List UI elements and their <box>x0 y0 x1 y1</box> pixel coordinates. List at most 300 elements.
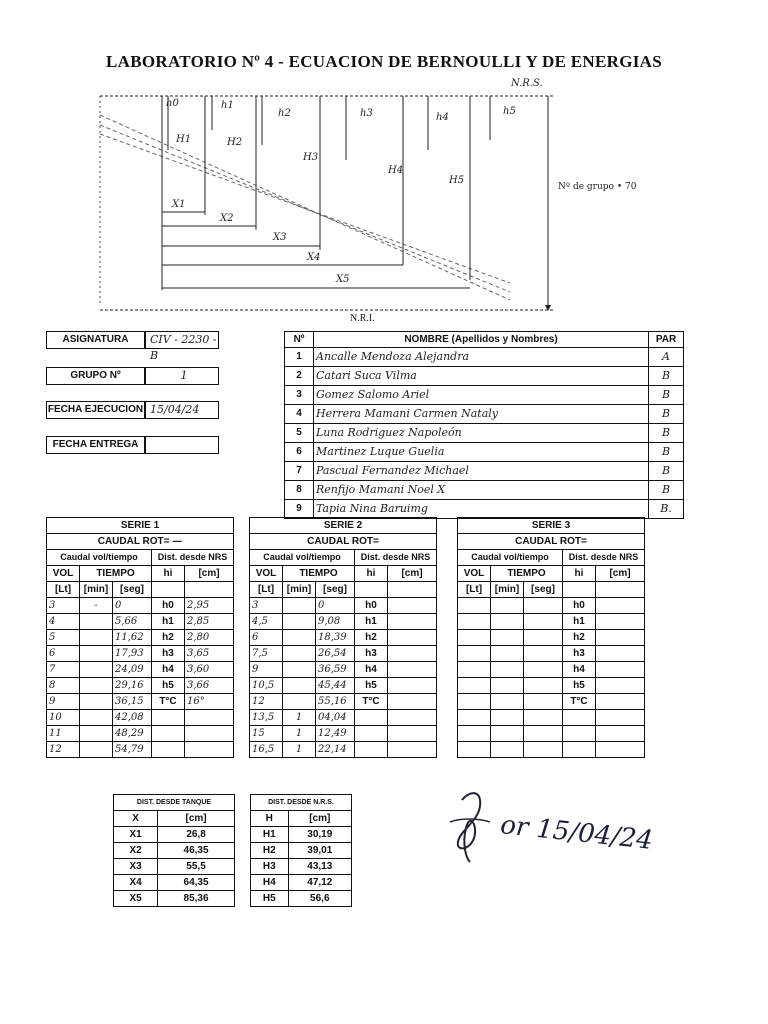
vol-cell[interactable]: 7 <box>47 662 80 678</box>
h-cell: h4 <box>152 662 185 678</box>
min-cell[interactable] <box>491 742 524 758</box>
h-cell <box>152 710 185 726</box>
dist-value: 47,12 <box>288 875 351 891</box>
name-row-par[interactable]: B <box>649 386 684 405</box>
h-cell <box>355 726 388 742</box>
name-row-par[interactable]: B <box>649 462 684 481</box>
diagram-X2: X2 <box>220 213 234 224</box>
table-row <box>250 742 437 758</box>
vol-cell[interactable]: 10,5 <box>250 678 283 694</box>
cm-cell[interactable] <box>388 662 437 678</box>
seg-cell[interactable]: 22,14 <box>316 742 355 758</box>
min-cell[interactable] <box>491 694 524 710</box>
h-cell: h0 <box>355 598 388 614</box>
vol-header: VOL <box>47 566 80 582</box>
name-row-number: 9 <box>285 500 314 519</box>
min-cell[interactable] <box>80 710 113 726</box>
cm-header: [cm] <box>388 566 437 582</box>
series-caudal-label: CAUDAL ROT= <box>97 536 170 547</box>
series-table-1 <box>46 517 234 758</box>
dist-header: Dist. desde NRS <box>563 550 645 566</box>
diagram-X3: X3 <box>273 232 287 243</box>
vol-cell[interactable]: 5 <box>47 630 80 646</box>
min-cell[interactable] <box>491 598 524 614</box>
table-row <box>47 710 234 726</box>
vol-cell[interactable]: 15 <box>250 726 283 742</box>
seg-unit: [seg] <box>524 582 563 598</box>
min-cell[interactable] <box>80 646 113 662</box>
h-cell: h3 <box>563 646 596 662</box>
dist-tanque-col1: X <box>114 811 158 827</box>
cm-cell[interactable] <box>596 678 645 694</box>
table-row <box>47 694 234 710</box>
min-cell[interactable] <box>283 694 316 710</box>
asignatura-value[interactable]: CIV - 2230 - B <box>145 331 219 349</box>
min-cell[interactable] <box>283 630 316 646</box>
seg-cell[interactable] <box>524 598 563 614</box>
min-cell[interactable] <box>491 646 524 662</box>
tiempo-header: TIEMPO <box>80 566 152 582</box>
table-row <box>458 694 645 710</box>
h-cell: h3 <box>152 646 185 662</box>
min-cell[interactable] <box>80 726 113 742</box>
diagram-h4: h4 <box>436 112 449 123</box>
diagram-h3: h3 <box>360 108 373 119</box>
dist-key: H2 <box>251 843 289 859</box>
h-cell: h5 <box>355 678 388 694</box>
h-cell <box>355 742 388 758</box>
table-row <box>47 614 234 630</box>
cm-cell[interactable] <box>596 630 645 646</box>
dist-key: H3 <box>251 859 289 875</box>
seg-cell[interactable]: 11,62 <box>113 630 152 646</box>
table-row <box>114 859 235 875</box>
grupo-label: GRUPO Nº <box>46 367 145 385</box>
table-row <box>285 405 684 424</box>
seg-cell[interactable] <box>524 742 563 758</box>
min-cell[interactable] <box>491 614 524 630</box>
h-cell <box>563 710 596 726</box>
vol-cell[interactable]: 9 <box>47 694 80 710</box>
min-cell[interactable] <box>491 662 524 678</box>
dist-nrs-title: DIST. DESDE N.R.S. <box>251 795 352 811</box>
table-row <box>47 646 234 662</box>
diagram-h5: h5 <box>503 106 516 117</box>
table-row <box>47 726 234 742</box>
seg-cell[interactable]: 29,16 <box>113 678 152 694</box>
vol-cell[interactable]: 3 <box>47 598 80 614</box>
name-row-number: 5 <box>285 424 314 443</box>
name-row-par[interactable]: A <box>649 348 684 367</box>
seg-cell[interactable]: 54,79 <box>113 742 152 758</box>
table-row <box>458 710 645 726</box>
lt-unit: [Lt] <box>458 582 491 598</box>
h-cell <box>355 710 388 726</box>
table-row <box>47 598 234 614</box>
vol-cell[interactable]: 9 <box>250 662 283 678</box>
vol-cell[interactable]: 4,5 <box>250 614 283 630</box>
hi-header: hi <box>152 566 185 582</box>
diagram-H1: H1 <box>176 134 192 145</box>
seg-cell[interactable]: 26,54 <box>316 646 355 662</box>
series-caudal-label: CAUDAL ROT= <box>515 536 587 547</box>
cm-cell[interactable] <box>596 598 645 614</box>
name-row-name[interactable]: Luna Rodriguez Napoleón <box>314 424 649 443</box>
cm-cell[interactable] <box>596 662 645 678</box>
min-cell[interactable]: 1 <box>283 710 316 726</box>
dist-value: 43,13 <box>288 859 351 875</box>
min-cell[interactable] <box>80 694 113 710</box>
min-cell[interactable] <box>491 710 524 726</box>
cm-cell[interactable] <box>185 742 234 758</box>
group-note: Nº de grupo • 70 <box>558 182 637 192</box>
table-row <box>251 891 352 907</box>
dist-key: X5 <box>114 891 158 907</box>
names-header-name: NOMBRE (Apellidos y Nombres) <box>314 332 649 348</box>
vol-cell[interactable] <box>458 726 491 742</box>
table-row <box>250 646 437 662</box>
seg-unit: [seg] <box>316 582 355 598</box>
cm-cell[interactable] <box>185 726 234 742</box>
h-cell: h1 <box>355 614 388 630</box>
vol-cell[interactable]: 12 <box>250 694 283 710</box>
table-row <box>251 827 352 843</box>
dist-key: X1 <box>114 827 158 843</box>
h-cell: h0 <box>563 598 596 614</box>
vol-cell[interactable] <box>458 662 491 678</box>
vol-cell[interactable]: 6 <box>47 646 80 662</box>
table-row <box>250 678 437 694</box>
page-title: LABORATORIO Nº 4 - ECUACION DE BERNOULLI Y DE ENERGIAS <box>106 52 662 71</box>
seg-cell[interactable]: 12,49 <box>316 726 355 742</box>
dist-key: H1 <box>251 827 289 843</box>
min-cell[interactable] <box>80 614 113 630</box>
cm-cell[interactable] <box>185 710 234 726</box>
min-cell[interactable] <box>491 726 524 742</box>
vol-cell[interactable] <box>458 630 491 646</box>
min-unit: [min] <box>283 582 316 598</box>
name-row-number: 3 <box>285 386 314 405</box>
diagram-h0: h0 <box>166 98 179 109</box>
h-cell: h4 <box>355 662 388 678</box>
table-row <box>251 875 352 891</box>
caudal-header: Caudal vol/tiempo <box>458 550 563 566</box>
vol-cell[interactable]: 7,5 <box>250 646 283 662</box>
min-cell[interactable] <box>283 598 316 614</box>
seg-unit: [seg] <box>113 582 152 598</box>
fecha-entrega-label: FECHA ENTREGA <box>46 436 145 454</box>
names-table <box>284 331 684 519</box>
cm-cell[interactable]: 3,65 <box>185 646 234 662</box>
h-cell <box>563 742 596 758</box>
cm-header: [cm] <box>596 566 645 582</box>
name-row-name[interactable]: Renfijo Mamani Noel X <box>314 481 649 500</box>
vol-cell[interactable]: 12 <box>47 742 80 758</box>
min-cell[interactable] <box>283 678 316 694</box>
cm-cell[interactable]: 2,95 <box>185 598 234 614</box>
name-row-name[interactable]: Catari Suca Vilma <box>314 367 649 386</box>
cm-cell[interactable]: 2,80 <box>185 630 234 646</box>
lt-unit: [Lt] <box>250 582 283 598</box>
seg-cell[interactable]: 0 <box>316 598 355 614</box>
table-row <box>458 598 645 614</box>
asignatura-label: ASIGNATURA <box>46 331 145 349</box>
vol-cell[interactable]: 8 <box>47 678 80 694</box>
series-table-3 <box>457 517 645 758</box>
h-cell: h1 <box>152 614 185 630</box>
name-row-name[interactable]: Herrera Mamani Carmen Nataly <box>314 405 649 424</box>
series-title: SERIE 3 <box>458 518 645 534</box>
vol-cell[interactable] <box>458 710 491 726</box>
dist-value: 64,35 <box>158 875 235 891</box>
h-cell <box>563 726 596 742</box>
name-row-par[interactable]: B <box>649 367 684 386</box>
dist-tanque-table <box>113 794 235 907</box>
name-row-number: 7 <box>285 462 314 481</box>
fecha-ejecucion-value[interactable]: 15/04/24 <box>145 401 219 419</box>
seg-cell[interactable] <box>524 694 563 710</box>
dist-header: Dist. desde NRS <box>152 550 234 566</box>
min-unit: [min] <box>80 582 113 598</box>
h-cell: h0 <box>152 598 185 614</box>
seg-cell[interactable] <box>524 630 563 646</box>
table-row <box>47 678 234 694</box>
seg-cell[interactable] <box>524 710 563 726</box>
dist-tanque-title: DIST. DESDE TANQUE <box>114 795 235 811</box>
name-row-name[interactable]: Martinez Luque Guelia <box>314 443 649 462</box>
vol-cell[interactable] <box>458 742 491 758</box>
cm-cell[interactable] <box>388 614 437 630</box>
seg-cell[interactable]: 18,39 <box>316 630 355 646</box>
h-cell: h1 <box>563 614 596 630</box>
seg-cell[interactable] <box>524 614 563 630</box>
diagram-h2: h2 <box>278 108 291 119</box>
min-cell[interactable] <box>80 678 113 694</box>
table-row <box>285 462 684 481</box>
name-row-par[interactable]: B. <box>649 500 684 519</box>
table-row <box>47 630 234 646</box>
seg-cell[interactable]: 45,44 <box>316 678 355 694</box>
table-row <box>285 386 684 405</box>
cm-cell[interactable] <box>596 694 645 710</box>
h-cell: T°C <box>152 694 185 710</box>
dist-value: 56,6 <box>288 891 351 907</box>
table-row <box>458 614 645 630</box>
table-row <box>251 843 352 859</box>
names-header-n: Nº <box>285 332 314 348</box>
seg-cell[interactable]: 0 <box>113 598 152 614</box>
dist-key: X3 <box>114 859 158 875</box>
cm-cell[interactable] <box>388 598 437 614</box>
dist-tanque-col2: [cm] <box>158 811 235 827</box>
name-row-name[interactable]: Pascual Fernandez Michael <box>314 462 649 481</box>
name-row-par[interactable]: B <box>649 424 684 443</box>
cm-cell[interactable] <box>596 726 645 742</box>
min-cell[interactable] <box>80 630 113 646</box>
seg-cell[interactable] <box>524 646 563 662</box>
dist-value: 55,5 <box>158 859 235 875</box>
seg-cell[interactable]: 17,93 <box>113 646 152 662</box>
seg-cell[interactable]: 55,16 <box>316 694 355 710</box>
h-cell: T°C <box>563 694 596 710</box>
nrs-label: N.R.S. <box>511 78 543 89</box>
fecha-entrega-value[interactable] <box>145 436 219 454</box>
table-row <box>114 843 235 859</box>
seg-cell[interactable] <box>524 678 563 694</box>
seg-cell[interactable]: 5,66 <box>113 614 152 630</box>
table-row <box>47 662 234 678</box>
name-row-name[interactable]: Ancalle Mendoza Alejandra <box>314 348 649 367</box>
table-row <box>250 694 437 710</box>
series-caudal-label: CAUDAL ROT= <box>307 536 379 547</box>
dist-key: X2 <box>114 843 158 859</box>
cm-cell[interactable] <box>596 614 645 630</box>
diagram-H2: H2 <box>227 137 243 148</box>
table-row <box>250 630 437 646</box>
table-row <box>458 678 645 694</box>
series-title: SERIE 2 <box>250 518 437 534</box>
grupo-value[interactable]: 1 <box>145 367 219 385</box>
name-row-par[interactable]: B <box>649 481 684 500</box>
table-row <box>458 726 645 742</box>
name-row-name[interactable]: Gomez Salomo Ariel <box>314 386 649 405</box>
bernoulli-diagram <box>0 0 768 330</box>
cm-cell[interactable] <box>388 646 437 662</box>
fecha-ejecucion-label: FECHA EJECUCION <box>46 401 145 419</box>
min-cell[interactable] <box>80 662 113 678</box>
table-row <box>250 614 437 630</box>
dist-value: 85,36 <box>158 891 235 907</box>
seg-cell[interactable]: 04,04 <box>316 710 355 726</box>
cm-cell[interactable] <box>596 710 645 726</box>
vol-cell[interactable]: 3 <box>250 598 283 614</box>
dist-nrs-col2: [cm] <box>288 811 351 827</box>
seg-cell[interactable]: 42,08 <box>113 710 152 726</box>
cm-cell[interactable] <box>596 742 645 758</box>
cm-cell[interactable]: 16° <box>185 694 234 710</box>
table-row <box>285 367 684 386</box>
series-table-2 <box>249 517 437 758</box>
min-cell[interactable]: - <box>80 598 113 614</box>
vol-cell[interactable] <box>458 678 491 694</box>
dist-nrs-table <box>250 794 352 907</box>
seg-cell[interactable]: 24,09 <box>113 662 152 678</box>
h-cell: h4 <box>563 662 596 678</box>
min-cell[interactable] <box>283 662 316 678</box>
dist-nrs-col1: H <box>251 811 289 827</box>
vol-cell[interactable] <box>458 598 491 614</box>
h-cell: h5 <box>152 678 185 694</box>
dist-key: H5 <box>251 891 289 907</box>
seg-cell[interactable] <box>524 662 563 678</box>
seg-cell[interactable]: 9,08 <box>316 614 355 630</box>
table-row <box>114 875 235 891</box>
cm-cell[interactable] <box>388 726 437 742</box>
hi-header: hi <box>563 566 596 582</box>
vol-cell[interactable]: 6 <box>250 630 283 646</box>
series-caudal-value[interactable]: — <box>172 536 183 547</box>
cm-cell[interactable] <box>388 678 437 694</box>
name-row-number: 4 <box>285 405 314 424</box>
min-cell[interactable] <box>491 678 524 694</box>
seg-cell[interactable]: 36,59 <box>316 662 355 678</box>
table-row <box>114 827 235 843</box>
name-row-par[interactable]: B <box>649 443 684 462</box>
cm-cell[interactable]: 2,85 <box>185 614 234 630</box>
vol-cell[interactable] <box>458 646 491 662</box>
cm-cell[interactable]: 3,60 <box>185 662 234 678</box>
dist-key: X4 <box>114 875 158 891</box>
h-cell <box>152 742 185 758</box>
dist-value: 26,8 <box>158 827 235 843</box>
seg-cell[interactable]: 48,29 <box>113 726 152 742</box>
lt-unit: [Lt] <box>47 582 80 598</box>
cm-cell[interactable] <box>388 742 437 758</box>
min-cell[interactable] <box>283 614 316 630</box>
table-row <box>458 630 645 646</box>
table-row <box>114 891 235 907</box>
table-row <box>285 348 684 367</box>
vol-header: VOL <box>458 566 491 582</box>
cm-cell[interactable] <box>388 694 437 710</box>
min-cell[interactable]: 1 <box>283 726 316 742</box>
vol-cell[interactable]: 16,5 <box>250 742 283 758</box>
cm-cell[interactable]: 3,66 <box>185 678 234 694</box>
table-row <box>285 443 684 462</box>
nri-label: N.R.I. <box>350 313 375 324</box>
min-cell[interactable] <box>80 742 113 758</box>
diagram-H3: H3 <box>303 152 319 163</box>
h-cell: h2 <box>563 630 596 646</box>
vol-cell[interactable]: 13,5 <box>250 710 283 726</box>
table-row <box>250 710 437 726</box>
name-row-par[interactable]: B <box>649 405 684 424</box>
vol-cell[interactable] <box>458 614 491 630</box>
vol-cell[interactable]: 4 <box>47 614 80 630</box>
diagram-H5: H5 <box>449 175 465 186</box>
diagram-X5: X5 <box>336 274 350 285</box>
vol-cell[interactable]: 10 <box>47 710 80 726</box>
min-cell[interactable] <box>491 630 524 646</box>
h-cell: h2 <box>152 630 185 646</box>
cm-cell[interactable] <box>388 710 437 726</box>
diagram-h1: h1 <box>221 100 234 111</box>
dist-key: H4 <box>251 875 289 891</box>
names-header-par: PAR <box>649 332 684 348</box>
hi-header: hi <box>355 566 388 582</box>
seg-cell[interactable]: 36,15 <box>113 694 152 710</box>
name-row-number: 2 <box>285 367 314 386</box>
table-row <box>285 424 684 443</box>
min-cell[interactable] <box>283 646 316 662</box>
cm-header: [cm] <box>185 566 234 582</box>
vol-header: VOL <box>250 566 283 582</box>
table-row <box>250 662 437 678</box>
h-cell: h2 <box>355 630 388 646</box>
seg-cell[interactable] <box>524 726 563 742</box>
table-row <box>458 742 645 758</box>
name-row-name[interactable]: Tapia Nina Baruimg <box>314 500 649 519</box>
table-row <box>285 481 684 500</box>
table-row <box>47 742 234 758</box>
vol-cell[interactable]: 11 <box>47 726 80 742</box>
name-row-number: 1 <box>285 348 314 367</box>
cm-cell[interactable] <box>596 646 645 662</box>
min-cell[interactable]: 1 <box>283 742 316 758</box>
dist-value: 46,35 <box>158 843 235 859</box>
vol-cell[interactable] <box>458 694 491 710</box>
cm-cell[interactable] <box>388 630 437 646</box>
